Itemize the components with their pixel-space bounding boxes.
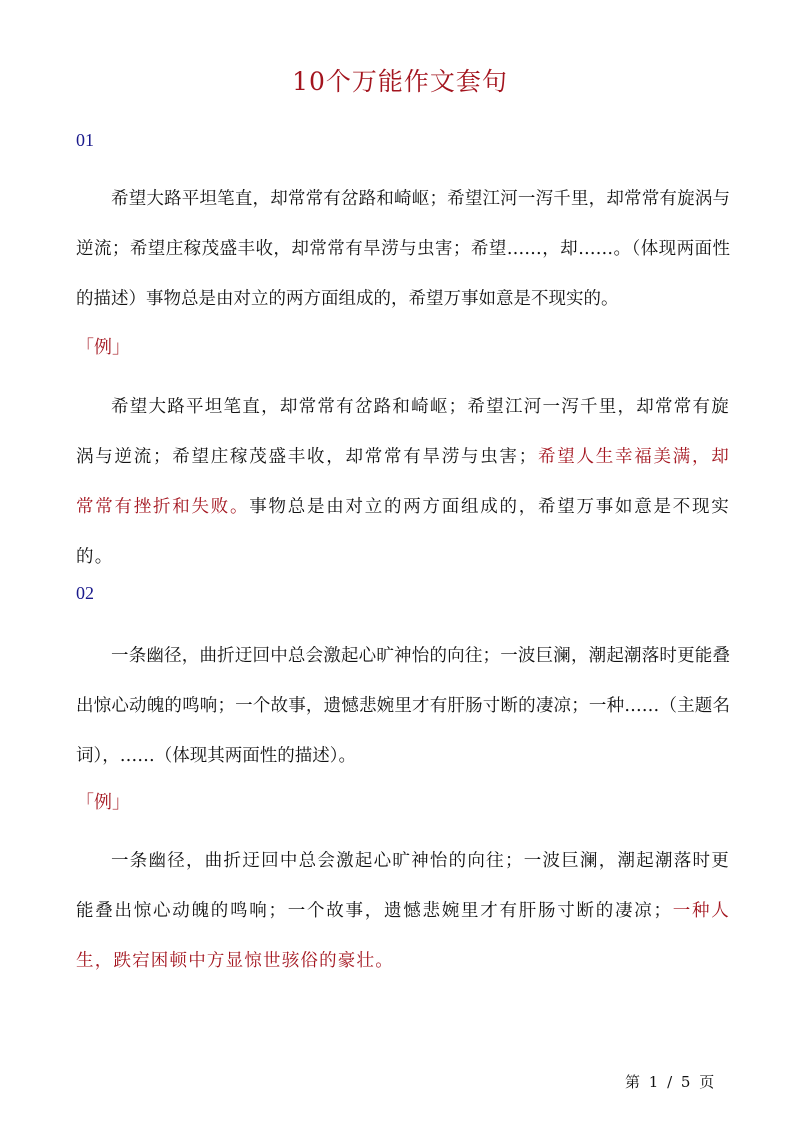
section-number-01: 01 (76, 130, 94, 150)
example-text: 事物总是由对立的两方面组成的，希望万事如意是不现实的。 (76, 497, 730, 567)
section-01-example-label: 「例」 (76, 337, 130, 358)
section-01-example (76, 382, 730, 582)
section-number-02: 02 (76, 583, 94, 603)
page-indicator: 第 1 / 5 页 (625, 1073, 715, 1091)
section-02-example-label: 「例」 (76, 792, 130, 813)
example-text: 希望大路平坦笔直，却常常有岔路和崎岖；希望江河一泻千里，却常常有旋涡与逆流；希望庄稼茂盛丰收，却常常有旱涝与虫害； (76, 397, 730, 467)
document-title: 10个万能作文套句 (292, 67, 508, 96)
example-text: 一条幽径，曲折迂回中总会激起心旷神怡的向往；一波巨澜，潮起潮落时更能叠出惊心动魄的鸣响；一个故事，遗憾悲婉里才有肝肠寸断的凄凉； (76, 851, 730, 921)
example-highlight: 一种人生，跌宕困顿中方显惊世骇俗的豪壮。 (76, 901, 730, 971)
section-02-template: 一条幽径，曲折迂回中总会激起心旷神怡的向往；一波巨澜，潮起潮落时更能叠出惊心动魄的鸣响；一个故事，遗憾悲婉里才有肝肠寸断的凄凉；一种……（主题名词），……（体现其两面性的描述）。 (76, 646, 730, 766)
section-02-example (76, 836, 730, 986)
example-highlight: 希望人生幸福美满，却常常有挫折和失败。 (76, 447, 730, 517)
section-01-template: 希望大路平坦笔直，却常常有岔路和崎岖；希望江河一泻千里，却常常有旋涡与逆流；希望庄稼茂盛丰收，却常常有旱涝与虫害；希望……，却……。（体现两面性的描述）事物总是由对立的两方面组成的，希望万事如意是不现实的。 (76, 189, 730, 309)
